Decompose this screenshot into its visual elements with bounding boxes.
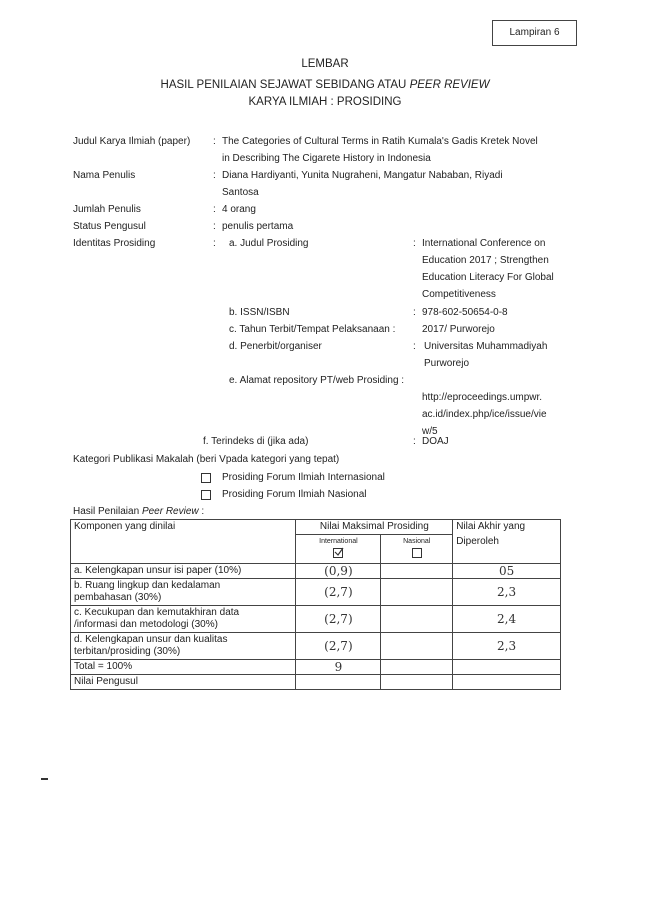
opt-nasional-label: Prosiding Forum Ilmiah Nasional (222, 489, 367, 500)
row-c-intl: (2,7) (296, 606, 381, 633)
status-value: penulis pertama (222, 221, 294, 232)
tahun-label: c. Tahun Terbit/Tempat Pelaksanaan : (229, 324, 396, 335)
table-row (71, 564, 561, 579)
header-international-label: International (319, 538, 358, 545)
judul-value-1: The Categories of Cultural Terms in Ratih Kumala's Gadis Kretek Novel (222, 136, 538, 147)
row-b-nasional (381, 579, 453, 606)
status-label: Status Pengusul (73, 221, 146, 232)
penerbit-label: d. Penerbit/organiser (229, 341, 322, 352)
row-c-label-1: c. Kecukupan dan kemutakhiran data (74, 607, 240, 618)
table-row (71, 579, 561, 606)
colon: : (213, 221, 216, 232)
checkbox-international-checked[interactable] (333, 548, 343, 558)
scan-mark (41, 778, 48, 780)
row-a-intl: (0,9) (296, 564, 381, 579)
pengusul-intl (296, 675, 381, 690)
judul-prosiding-label: a. Judul Prosiding (229, 238, 309, 249)
header-nilai-akhir-1: Nilai Akhir yang (456, 521, 526, 532)
title-line-1: LEMBAR (301, 58, 349, 70)
penerbit-value-1: Universitas Muhammadiyah (424, 341, 548, 352)
colon: : (413, 436, 416, 447)
header-nilai-akhir (453, 520, 561, 564)
penerbit-value-2: Purworejo (424, 358, 470, 369)
penulis-value-2: Santosa (222, 187, 259, 198)
title-line-2-text: HASIL PENILAIAN SEJAWAT SEBIDANG ATAU (160, 79, 410, 91)
score-table (70, 519, 561, 690)
terindeks-label: f. Terindeks di (jika ada) (203, 436, 309, 447)
row-d-intl: (2,7) (296, 633, 381, 660)
repository-label: e. Alamat repository PT/web Prosiding : (229, 375, 405, 386)
row-b-akhir: 2,3 (453, 579, 561, 606)
terindeks-value: DOAJ (422, 436, 449, 447)
penulis-value-1: Diana Hardiyanti, Yunita Nugraheni, Mangatur Nababan, Riyadi (222, 170, 503, 181)
tahun-value: 2017/ Purworejo (422, 324, 495, 335)
hasil-label-end: : (198, 506, 205, 517)
row-d-akhir: 2,3 (453, 633, 561, 660)
table-total-row (71, 660, 561, 675)
pengusul-nasional (381, 675, 453, 690)
nilai-pengusul-label: Nilai Pengusul (71, 675, 296, 690)
opt-internasional-label: Prosiding Forum Ilmiah Internasional (222, 472, 385, 483)
issn-value: 978-602-50654-0-8 (422, 307, 508, 318)
lampiran-box: Lampiran 6 (492, 20, 577, 46)
table-row (71, 633, 561, 660)
issn-label: b. ISSN/ISBN (229, 307, 290, 318)
header-international (296, 535, 381, 564)
table-pengusul-row (71, 675, 561, 690)
colon: : (413, 341, 416, 352)
pengusul-akhir (453, 675, 561, 690)
repository-value-1: http://eproceedings.umpwr. (422, 392, 543, 403)
colon: : (413, 238, 416, 249)
row-a-nasional (381, 564, 453, 579)
total-intl: 9 (296, 660, 381, 675)
row-d-label-2: terbitan/prosiding (30%) (74, 646, 181, 657)
title-line-3: KARYA ILMIAH : PROSIDING (248, 96, 402, 108)
row-c-akhir: 2,4 (453, 606, 561, 633)
judul-value-2: in Describing The Cigarete History in Indonesia (222, 153, 431, 164)
row-c-label-2: /informasi dan metodologi (30%) (74, 619, 218, 630)
colon: : (213, 238, 216, 249)
identitas-label: Identitas Prosiding (73, 238, 156, 249)
header-nasional-label: Nasional (403, 538, 431, 545)
jumlah-label: Jumlah Penulis (73, 204, 141, 215)
row-b-label-1: b. Ruang lingkup dan kedalaman (74, 580, 221, 591)
table-row (71, 606, 561, 633)
checkbox-nasional[interactable] (201, 490, 211, 500)
header-nilai-maks: Nilai Maksimal Prosiding (296, 520, 453, 535)
judul-prosiding-value-2: Education 2017 ; Strengthen (422, 255, 549, 266)
total-nasional (381, 660, 453, 675)
repository-value-3: w/5 (422, 426, 438, 437)
header-nasional (381, 535, 453, 564)
judul-prosiding-value-1: International Conference on (422, 238, 546, 249)
judul-prosiding-value-4: Competitiveness (422, 289, 496, 300)
total-akhir (453, 660, 561, 675)
jumlah-value: 4 orang (222, 204, 256, 215)
colon: : (413, 307, 416, 318)
row-a-label: a. Kelengkapan unsur isi paper (10%) (71, 564, 296, 579)
judul-label: Judul Karya Ilmiah (paper) (73, 136, 191, 147)
table-header-row (71, 520, 561, 535)
checkbox-nasional-table[interactable] (412, 548, 422, 558)
row-d-label (71, 633, 296, 660)
row-b-intl: (2,7) (296, 579, 381, 606)
header-komponen: Komponen yang dinilai (71, 520, 296, 564)
colon: : (213, 170, 216, 181)
row-b-label (71, 579, 296, 606)
row-d-label-1: d. Kelengkapan unsur dan kualitas (74, 634, 228, 645)
hasil-label-italic: Peer Review (141, 506, 199, 517)
check-icon (334, 547, 344, 557)
row-c-nasional (381, 606, 453, 633)
colon: : (213, 204, 216, 215)
colon: : (213, 136, 216, 147)
row-a-akhir: 05 (453, 564, 561, 579)
total-label: Total = 100% (71, 660, 296, 675)
kategori-label: Kategori Publikasi Makalah (beri Vpada kategori yang tepat) (73, 454, 340, 465)
hasil-label (73, 503, 204, 520)
row-c-label (71, 606, 296, 633)
hasil-label-text: Hasil Penilaian (73, 506, 142, 517)
row-d-nasional (381, 633, 453, 660)
penulis-label: Nama Penulis (73, 170, 136, 181)
title-peer-review: PEER REVIEW (409, 79, 490, 91)
repository-value-2: ac.id/index.php/ice/issue/vie (422, 409, 547, 420)
judul-prosiding-value-3: Education Literacy For Global (422, 272, 554, 283)
checkbox-internasional[interactable] (201, 473, 211, 483)
row-b-label-2: pembahasan (30%) (74, 592, 162, 603)
title-line-2 (0, 79, 650, 91)
header-nilai-akhir-2: Diperoleh (456, 536, 499, 547)
